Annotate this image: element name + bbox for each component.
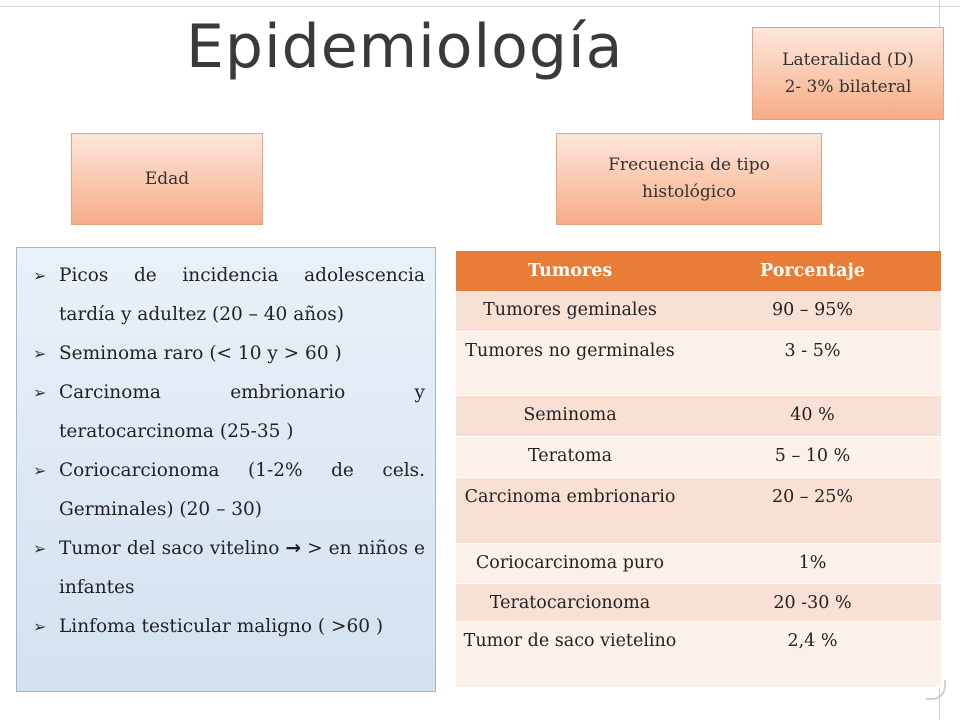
- table-row: [456, 543, 941, 583]
- histology-frequency-table: [456, 251, 941, 688]
- tumor-cell: Teratocarcionoma: [456, 583, 684, 621]
- table-header-row: [456, 251, 941, 291]
- bullet-text: Coriocarcionoma (1-2% de cels. Germinales) (20 – 30): [59, 460, 425, 520]
- tumor-cell: Teratoma: [456, 436, 684, 477]
- edad-bullet-list: [16, 247, 436, 692]
- frecuencia-line2: histológico: [642, 182, 736, 202]
- arrow-bullet-icon: ➢: [33, 461, 47, 480]
- bullet-text: Linfoma testicular maligno ( >60 ): [59, 616, 384, 637]
- arrow-bullet-icon: ➢: [33, 344, 47, 363]
- header-tumores: Tumores: [456, 251, 684, 291]
- percentage-cell: 2,4 %: [684, 621, 941, 687]
- bullet-item: [33, 607, 425, 646]
- lateralidad-box: [752, 27, 944, 120]
- arrow-bullet-icon: ➢: [33, 266, 47, 285]
- bullet-item: [33, 334, 425, 373]
- edad-label: Edad: [144, 168, 190, 189]
- arrow-bullet-icon: ➢: [33, 539, 47, 558]
- lateralidad-line2: 2- 3% bilateral: [784, 76, 912, 97]
- bullet-item: [33, 373, 425, 451]
- header-porcentaje: Porcentaje: [684, 251, 941, 291]
- bullet-item: [33, 256, 425, 334]
- edad-box: [71, 133, 263, 225]
- bullet-text-before: Tumor del saco vitelino: [59, 538, 286, 559]
- bullet-text: Picos de incidencia adolescencia tardía y adultez (20 – 40 años): [59, 265, 425, 325]
- tumor-cell: Seminoma: [456, 395, 684, 436]
- percentage-cell: 20 -30 %: [684, 583, 941, 621]
- bullet-text-after: > en niños e infantes: [59, 538, 425, 598]
- page-title: Epidemiología: [186, 12, 624, 82]
- table-row: [456, 395, 941, 436]
- tumor-cell: Tumores no germinales: [456, 331, 684, 395]
- percentage-cell: 20 – 25%: [684, 477, 941, 543]
- percentage-cell: 90 – 95%: [684, 291, 941, 331]
- table-row: [456, 291, 941, 331]
- table-row: [456, 331, 941, 395]
- percentage-cell: 5 – 10 %: [684, 436, 941, 477]
- table-row: [456, 477, 941, 543]
- bullet-text: Carcinoma embrionario y teratocarcinoma (25-35 ): [59, 382, 425, 442]
- arrow-bullet-icon: ➢: [33, 383, 47, 402]
- frecuencia-line1: Frecuencia de tipo: [608, 155, 770, 175]
- bullet-item: [33, 529, 425, 607]
- table-row: [456, 436, 941, 477]
- bullet-text: Seminoma raro (< 10 y > 60 ): [59, 343, 342, 364]
- lateralidad-line1: Lateralidad (D): [782, 49, 914, 70]
- percentage-cell: 40 %: [684, 395, 941, 436]
- tumor-cell: Coriocarcinoma puro: [456, 543, 684, 583]
- right-arrow-icon: →: [285, 538, 301, 559]
- frame-top-line: [0, 6, 960, 7]
- percentage-cell: 1%: [684, 543, 941, 583]
- table-row: [456, 583, 941, 621]
- bullet-item: [33, 451, 425, 529]
- frecuencia-box: [556, 133, 822, 225]
- table-row: [456, 621, 941, 687]
- tumor-cell: Tumor de saco vietelino: [456, 621, 684, 687]
- tumor-cell: Carcinoma embrionario: [456, 477, 684, 543]
- percentage-cell: 3 - 5%: [684, 331, 941, 395]
- arrow-bullet-icon: ➢: [33, 617, 47, 636]
- tumor-cell: Tumores geminales: [456, 291, 684, 331]
